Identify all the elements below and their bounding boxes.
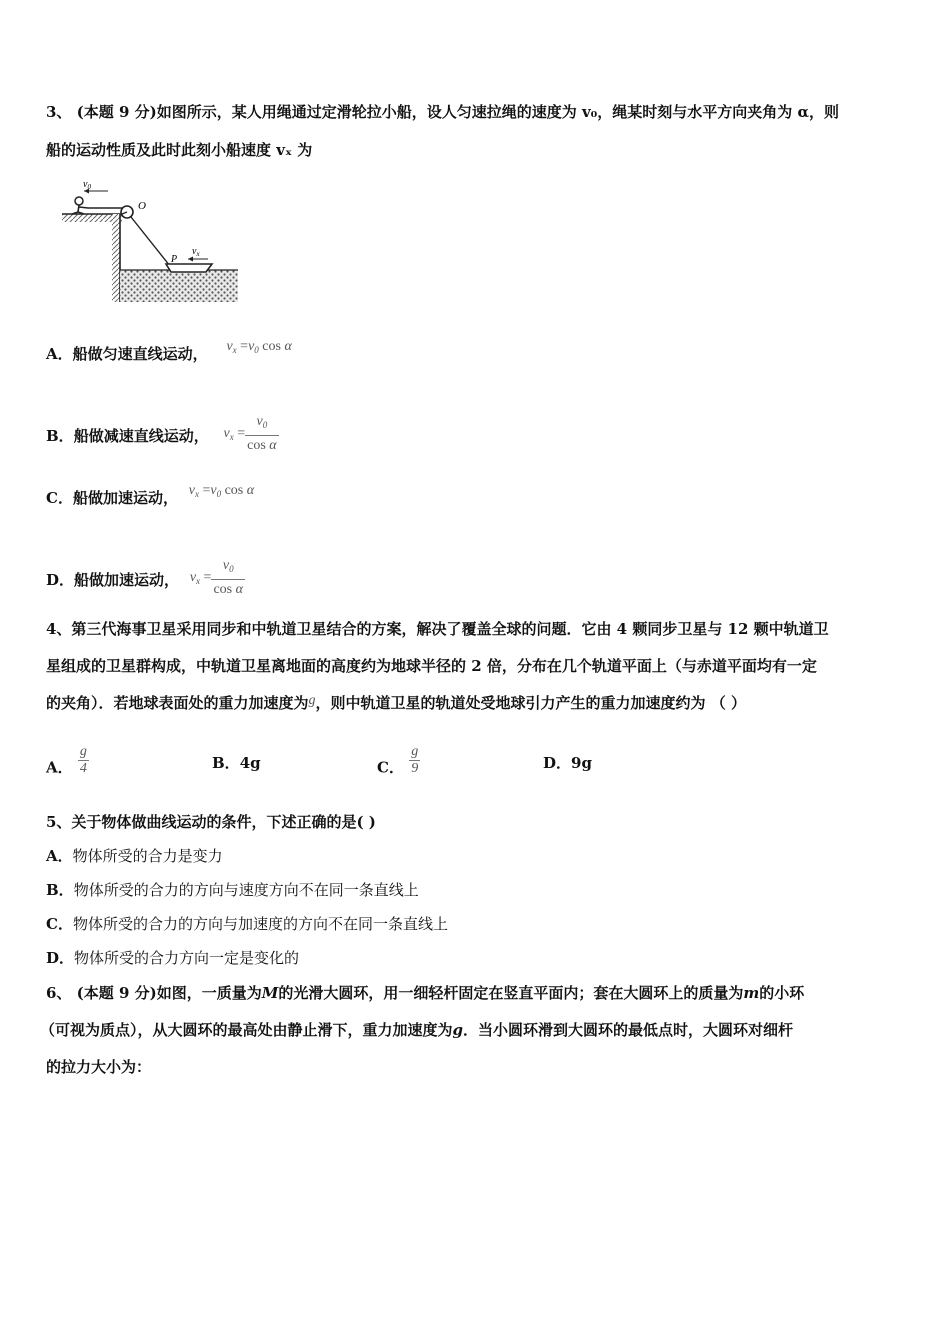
q5-option-c: C．物体所受的合力的方向与加速度的方向不在同一条直线上 — [46, 915, 448, 933]
q3-pulley-boat-figure — [58, 174, 243, 310]
formula: $v_x$ = $\frac{v_0}{\text{cos α}}$ — [190, 570, 245, 585]
vx-arrow-head — [188, 257, 193, 262]
q4-stem-line-3: 的夹角）．若地球表面处的重力加速度为g，则中轨道卫星的轨道处受地球引力产生的重力加速度约为 （ ） — [46, 693, 746, 712]
person-head — [75, 197, 83, 205]
formula: $v_x =v_0$ cos α — [226, 339, 292, 355]
water-surface — [120, 270, 238, 302]
q3-option-d — [46, 560, 245, 604]
option-letter: D． — [46, 571, 75, 590]
q5-stem: 5、关于物体做曲线运动的条件，下述正确的是( ) — [46, 813, 376, 831]
formula: $v_x =v_0$ cos α — [188, 483, 255, 499]
q6-stem-line-2: （可视为质点），从大圆环的最高处由静止滑下，重力加速度为g．当小圆环滑到大圆环的最低点时，大圆环对细杆 — [40, 1021, 794, 1039]
mass-M: M — [261, 984, 279, 1002]
option-text: 船做加速运动， — [74, 571, 180, 590]
q3-option-b — [46, 416, 279, 460]
option-letter: C． — [46, 489, 73, 507]
boat — [166, 264, 212, 272]
person-body — [72, 205, 88, 214]
mass-m: m — [743, 984, 760, 1002]
q5-option-d: D．物体所受的合力方向一定是变化的 — [46, 949, 300, 967]
fraction: $\frac{g}{4}$ — [79, 744, 87, 776]
wall-hatch — [112, 214, 120, 302]
q5-option-b: B．物体所受的合力的方向与速度方向不在同一条直线上 — [46, 881, 419, 899]
q3-option-c — [46, 483, 255, 513]
q4-option-d: D．9g — [543, 754, 592, 772]
q6-stem-line-3: 的拉力大小为： — [46, 1058, 152, 1076]
q3-stem-line-1: 3、 (本题 9 分)如图所示，某人用绳通过定滑轮拉小船，设人匀速拉绳的速度为 v₀，绳某时刻与水平方向夹角为 α，则 — [46, 103, 840, 121]
q4-stem-line-1: 4、第三代海事卫星采用同步和中轨道卫星结合的方案，解决了覆盖全球的问题．它由 4 颗同步卫星与 12 颗中轨道卫 — [46, 620, 829, 638]
o-label: O — [138, 200, 146, 212]
q4-option-b: B．4g — [212, 754, 261, 772]
q4-option-a: A． $\frac{g}{4}$ — [46, 744, 87, 777]
option-letter: B． — [46, 427, 74, 446]
q4-stem-line-2: 星组成的卫星群构成，中轨道卫星离地面的高度约为地球半径的 2 倍，分布在几个轨道平面上（与赤道平面均有一定 — [46, 657, 817, 675]
pulley-boat-diagram — [58, 174, 243, 306]
formula: $v_x$ = $\frac{v_0}{\text{cos α}}$ — [223, 426, 278, 441]
option-letter: A． — [46, 345, 73, 363]
q3-option-a — [46, 339, 292, 369]
g-symbol: g — [308, 693, 316, 708]
pulley-axle — [122, 212, 127, 214]
gravity-g: g — [452, 1021, 464, 1039]
v0-label: $v_0$ — [83, 179, 91, 191]
q4-option-c: C． $\frac{g}{9}$ — [377, 744, 419, 777]
q3-stem-line-2: 船的运动性质及此时此刻小船速度 vₓ 为 — [46, 141, 313, 159]
q5-option-a: A．物体所受的合力是变力 — [46, 847, 223, 865]
vx-label: $v_x$ — [192, 246, 200, 258]
option-text: 船做减速直线运动， — [73, 427, 209, 446]
rope-slanted — [131, 217, 170, 266]
q6-stem-line-1: 6、 (本题 9 分)如图，一质量为M的光滑大圆环，用一细轻杆固定在竖直平面内；套在大圆环上的质量为m的小环 — [46, 984, 805, 1002]
p-label: P — [171, 254, 178, 265]
fraction: $\frac{g}{9}$ — [411, 744, 419, 776]
option-text: 船做匀速直线运动， — [72, 345, 208, 363]
option-text: 船做加速运动， — [72, 489, 178, 507]
